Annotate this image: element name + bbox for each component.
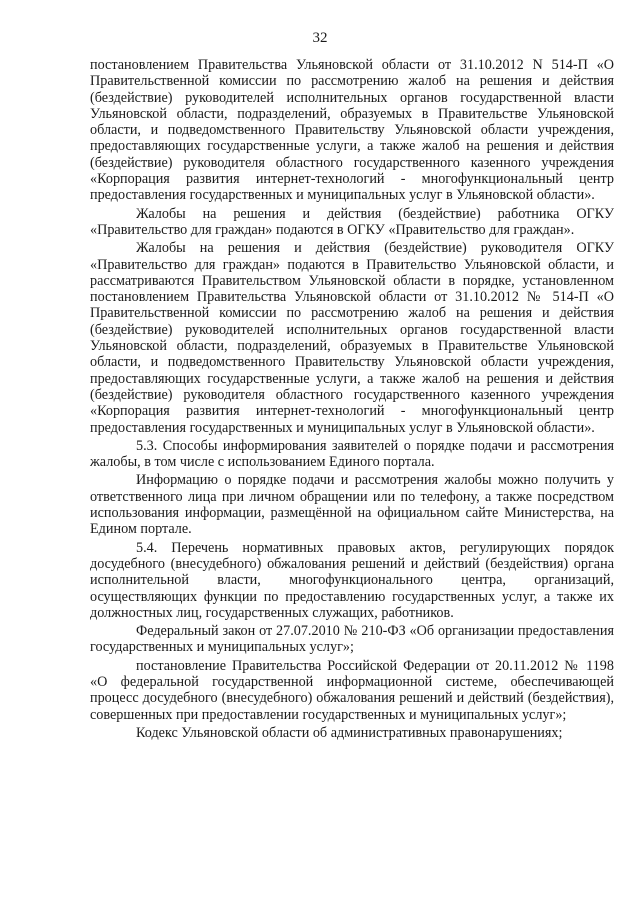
paragraph: Жалобы на решения и действия (бездействие) руководителя ОГКУ «Правительство для граждан» подаются в Правительство Ульяновской области, и рассматриваются Правительством Ульяновской области в порядке, установленном постановлением Правительства Ульяновской области от 31.10.2012 № 514-П «О Правительственной комиссии по рассмотрению жалоб на решения и действия (бездействие) руководителей исполнительных органов государственной власти Ульяновской области, подразделений, образуемых в Правительстве Ульяновской области, и подведомственного Правительству Ульяновской области учреждения, предоставляющих государственные услуги, а также жалоб на решения и действия (бездействие) руководителя областного государственного казенного учреждения «Корпорация развития интернет-технологий - многофункциональный центр предоставления государственных и муниципальных услуг в Ульяновской области».	[90, 240, 614, 436]
page-number: 32	[312, 30, 328, 46]
paragraph: Кодекс Ульяновской области об административных правонарушениях;	[136, 724, 563, 741]
paragraph: 5.4. Перечень нормативных правовых актов, регулирующих порядок досудебного (внесудебного) обжалования решений и действий (бездействия) органа исполнительной власти, многофункционального центра, организаций, осуществляющих функции по предоставлению государственных услуг, а также их должностных лиц, государственных служащих, работников.	[90, 539, 614, 621]
paragraph: Федеральный закон от 27.07.2010 № 210-ФЗ «Об организации предоставления государственных и муниципальных услуг»;	[90, 623, 614, 656]
document-body	[90, 57, 614, 741]
paragraph: Информацию о порядке подачи и рассмотрения жалобы можно получить у ответственного лица при личном обращении или по телефону, а также посредством использования информации, размещённой на официальном сайте Министерства, на Едином портале.	[90, 472, 614, 538]
paragraph: 5.3. Способы информирования заявителей о порядке подачи и рассмотрения жалобы, в том числе с использованием Единого портала.	[90, 437, 614, 471]
paragraph: постановление Правительства Российской Федерации от 20.11.2012 № 1198 «О федеральной государственной информационной системе, обеспечивающей процесс досудебного (внесудебного) обжалования решений и действий (бездействия), совершенных при предоставлении государственных и муниципальных услуг»;	[90, 657, 614, 723]
paragraph: Жалобы на решения и действия (бездействие) работника ОГКУ «Правительство для граждан» подаются в ОГКУ «Правительство для граждан».	[90, 205, 614, 238]
paragraph: постановлением Правительства Ульяновской области от 31.10.2012 N 514-П «О Правительственной комиссии по рассмотрению жалоб на решения и действия (бездействие) руководителей исполнительных органов государственной власти Ульяновской области, подразделений, образуемых в Правительстве Ульяновской области, и подведомственного Правительству Ульяновской области учреждения, предоставляющих государственные услуги, а также жалоб на решения и действия (бездействие) руководителя областного государственного казенного учреждения «Корпорация развития интернет-технологий - многофункциональный центр предоставления государственных и муниципальных услуг в Ульяновской области».	[90, 57, 614, 204]
